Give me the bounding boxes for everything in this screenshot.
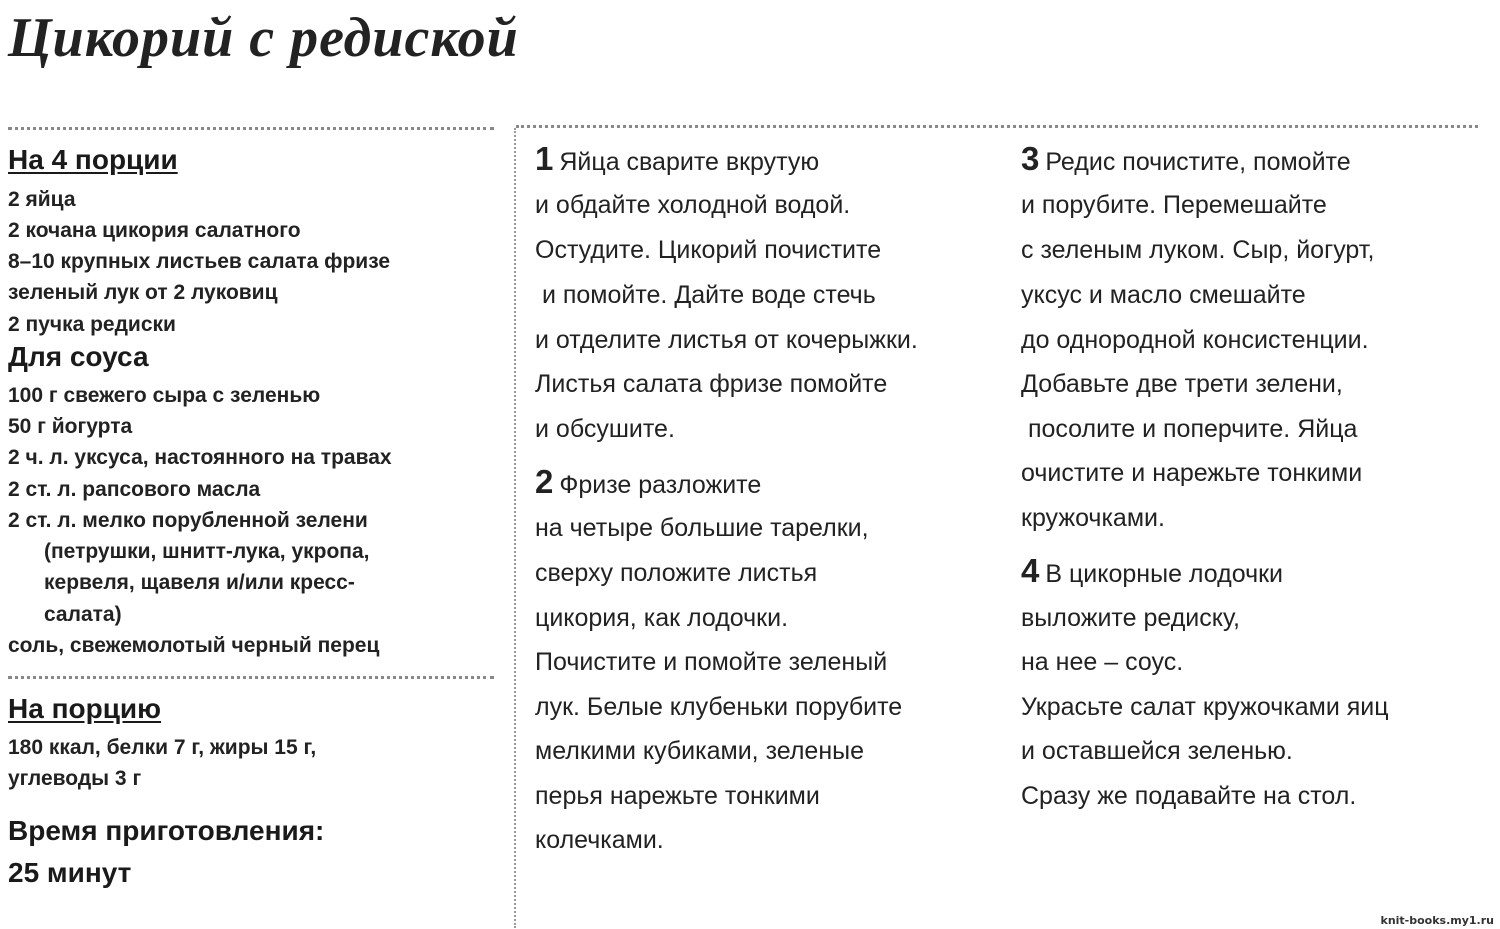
- sauce-item: 2 ст. л. мелко порубленной зелени: [8, 509, 368, 532]
- step-line: и порубите. Перемешайте: [1021, 191, 1327, 219]
- sauce-item: салата): [44, 603, 122, 626]
- sauce-item: кервеля, щавеля и/или кресс-: [44, 571, 355, 594]
- sauce-heading: Для соуса: [8, 341, 149, 372]
- ingredient-item: 2 пучка редиски: [8, 313, 176, 336]
- step-line: посолите и поперчите. Яйца: [1021, 415, 1358, 443]
- step-line: и оставшейся зеленью.: [1021, 737, 1293, 765]
- step-line: 3 Редис почистите, помойте: [1021, 140, 1351, 177]
- step-line: перья нарежьте тонкими: [535, 782, 820, 810]
- step-line: 2 Фризе разложите: [535, 463, 762, 500]
- divider-top-right: [516, 125, 1478, 128]
- divider-top-left: [8, 127, 494, 130]
- step-line: очистите и нарежьте тонкими: [1021, 459, 1363, 487]
- sauce-item: 2 ст. л. рапсового масла: [8, 478, 261, 501]
- step-line: уксус и масло смешайте: [1021, 281, 1306, 309]
- ingredient-item: зеленый лук от 2 луковиц: [8, 281, 278, 304]
- step-number: 2: [535, 463, 554, 500]
- sauce-item: соль, свежемолотый черный перец: [8, 634, 380, 657]
- step-line: Листья салата фризе помойте: [535, 370, 888, 398]
- step-line: мелкими кубиками, зеленые: [535, 737, 864, 765]
- step-line: цикория, как лодочки.: [535, 604, 789, 632]
- step-line: Остудите. Цикорий почистите: [535, 236, 882, 264]
- step-number: 3: [1021, 140, 1040, 177]
- step-line: сверху положите листья: [535, 559, 818, 587]
- step-line: Почистите и помойте зеленый: [535, 648, 888, 676]
- servings-heading: На 4 порции: [8, 144, 178, 175]
- step-number: 1: [535, 140, 554, 177]
- column-divider: [514, 128, 516, 928]
- sauce-item: 50 г йогурта: [8, 415, 133, 438]
- step-line: колечками.: [535, 826, 664, 854]
- watermark: knit-books.my1.ru: [1380, 914, 1494, 927]
- ingredient-item: 2 кочана цикория салатного: [8, 219, 301, 242]
- divider-nutrition: [8, 676, 494, 679]
- step-line: Украсьте салат кружочками яиц: [1021, 693, 1389, 721]
- recipe-title: Цикорий с редиской: [8, 7, 519, 69]
- step-line: кружочками.: [1021, 504, 1165, 532]
- nutrition-heading: На порцию: [8, 693, 162, 724]
- step-line: 1 Яйца сварите вкрутую: [535, 140, 820, 177]
- step-number: 4: [1021, 552, 1040, 589]
- step-line: и отделите листья от кочерыжки.: [535, 326, 918, 354]
- step-line: и обсушите.: [535, 415, 675, 443]
- ingredient-item: 8–10 крупных листьев салата фризе: [8, 250, 391, 273]
- ingredient-item: 2 яйца: [8, 188, 76, 211]
- step-line: 4 В цикорные лодочки: [1021, 552, 1284, 589]
- step-line: и помойте. Дайте воде стечь: [535, 281, 876, 309]
- step-line: на нее – соус.: [1021, 648, 1184, 676]
- sauce-item: (петрушки, шнитт-лука, укропа,: [44, 540, 370, 563]
- step-line: и обдайте холодной водой.: [535, 191, 851, 219]
- step-line: на четыре большие тарелки,: [535, 514, 869, 542]
- step-line: Добавьте две трети зелени,: [1021, 370, 1343, 398]
- sauce-item: 100 г свежего сыра с зеленью: [8, 384, 321, 407]
- step-line: лук. Белые клубеньки порубите: [535, 693, 903, 721]
- step-line: с зеленым луком. Сыр, йогурт,: [1021, 236, 1375, 264]
- nutrition-line: углеводы 3 г: [8, 767, 142, 790]
- step-line: выложите редиску,: [1021, 604, 1240, 632]
- step-line: Сразу же подавайте на стол.: [1021, 782, 1357, 810]
- step-line: до однородной консистенции.: [1021, 326, 1369, 354]
- nutrition-line: 180 ккал, белки 7 г, жиры 15 г,: [8, 736, 317, 759]
- cooking-time-value: 25 минут: [8, 857, 132, 888]
- sauce-item: 2 ч. л. уксуса, настоянного на травах: [8, 446, 392, 469]
- cooking-time-label: Время приготовления:: [8, 815, 325, 846]
